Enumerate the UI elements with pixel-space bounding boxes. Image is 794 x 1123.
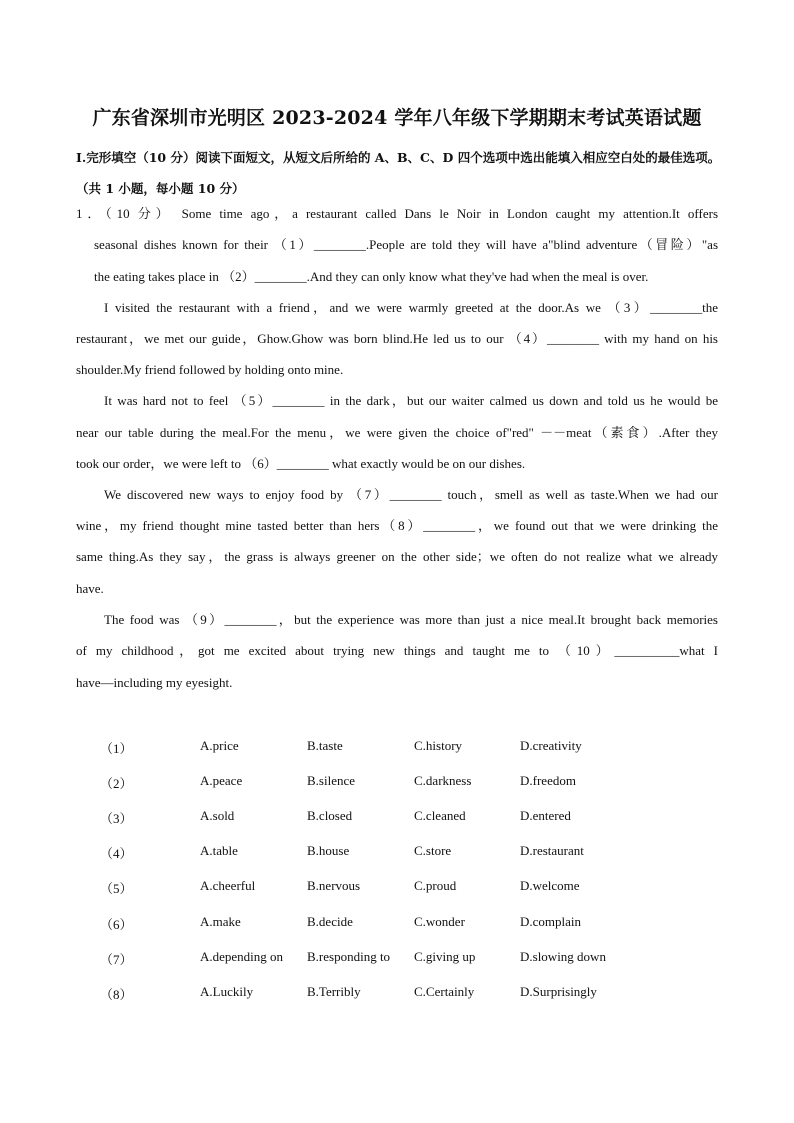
option-c: C.cleaned [414, 808, 466, 823]
section-heading: I.完形填空（10 分）阅读下面短文，从短文后所给的 A、B、C、D 四个选项中选出能填入相应空白处的最佳选项。（共 1 小题，每小题 10 分） [76, 150, 721, 196]
option-row [0, 878, 794, 898]
passage-line: have—including my eyesight. [76, 675, 233, 690]
option-d: D.Surprisingly [520, 984, 597, 999]
option-c: C.wonder [414, 914, 465, 929]
option-a: A.table [200, 843, 238, 858]
option-b: B.decide [307, 914, 353, 929]
option-a: A.sold [200, 808, 235, 823]
passage-line: seasonal dishes known for their （1）________.People are told they will have a"blind adventure（冒险）"as [94, 237, 718, 252]
passage-line: I visited the restaurant with a friend，and we were warmly greeted at the door.As we （3）________the [104, 300, 718, 315]
option-d: D.creativity [520, 738, 582, 753]
passage-line: near our table during the meal.For the menu，we were given the choice of"red" －－meat（素食）.After they [76, 425, 718, 440]
passage-line: shoulder.My friend followed by holding onto mine. [76, 362, 344, 377]
option-row [0, 773, 794, 793]
option-d: D.welcome [520, 878, 580, 893]
option-number: （6） [100, 917, 133, 932]
option-number: （2） [100, 776, 133, 791]
option-row [0, 984, 794, 1004]
passage-line: 1．（10 分） Some time ago，a restaurant called Dans le Noir in London caught my attention.It offers [76, 206, 718, 221]
option-row [0, 914, 794, 934]
passage-line: same thing.As they say，the grass is always greener on the other side；we often do not realize what we already [76, 549, 718, 564]
option-d: D.slowing down [520, 949, 606, 964]
option-c: C.proud [414, 878, 457, 893]
option-number: （3） [100, 811, 133, 826]
option-row [0, 949, 794, 969]
option-c: C.darkness [414, 773, 472, 788]
option-number: （4） [100, 846, 133, 861]
option-b: B.Terribly [307, 984, 361, 999]
option-b: B.house [307, 843, 350, 858]
option-row [0, 808, 794, 828]
page-title: 广东省深圳市光明区 2023-2024 学年八年级下学期期末考试英语试题 [92, 107, 702, 129]
option-b: B.closed [307, 808, 353, 823]
passage-line: of my childhood，got me excited about trying new things and taught me to （10）__________what I [76, 643, 718, 658]
option-d: D.restaurant [520, 843, 584, 858]
passage-line: It was hard not to feel （5）________ in the dark，but our waiter calmed us down and told us he would be [104, 393, 718, 408]
option-c: C.Certainly [414, 984, 475, 999]
option-number: （5） [100, 881, 133, 896]
passage-line: took our order，we were left to （6）________ what exactly would be on our dishes. [76, 456, 526, 471]
option-a: A.peace [200, 773, 243, 788]
option-c: C.giving up [414, 949, 476, 964]
option-row [0, 843, 794, 863]
passage-line: restaurant，we met our guide，Ghow.Ghow was born blind.He led us to our （4）________ with my hand on his [76, 331, 718, 346]
option-number: （7） [100, 952, 133, 967]
option-a: A.Luckily [200, 984, 254, 999]
option-d: D.entered [520, 808, 571, 823]
passage-line: The food was （9）________，but the experience was more than just a nice meal.It brought back memories [104, 612, 718, 627]
option-number: （1） [100, 741, 133, 756]
option-b: B.silence [307, 773, 356, 788]
passage-line: We discovered new ways to enjoy food by （7）________ touch，smell as well as taste.When we had our [104, 487, 718, 502]
option-b: B.taste [307, 738, 343, 753]
passage-line: wine，my friend thought mine tasted better than hers（8）________，we found out that we were drinking the [76, 518, 718, 533]
option-d: D.freedom [520, 773, 576, 788]
option-a: A.cheerful [200, 878, 256, 893]
option-row [0, 738, 794, 758]
option-b: B.nervous [307, 878, 361, 893]
option-b: B.responding to [307, 949, 391, 964]
option-c: C.store [414, 843, 452, 858]
option-number: （8） [100, 987, 133, 1002]
option-d: D.complain [520, 914, 582, 929]
passage-line: have. [76, 581, 104, 596]
option-c: C.history [414, 738, 463, 753]
option-a: A.depending on [200, 949, 284, 964]
passage-line: the eating takes place in （2）________.And they can only know what they've had when the meal is over. [94, 269, 649, 284]
option-a: A.price [200, 738, 239, 753]
option-a: A.make [200, 914, 241, 929]
